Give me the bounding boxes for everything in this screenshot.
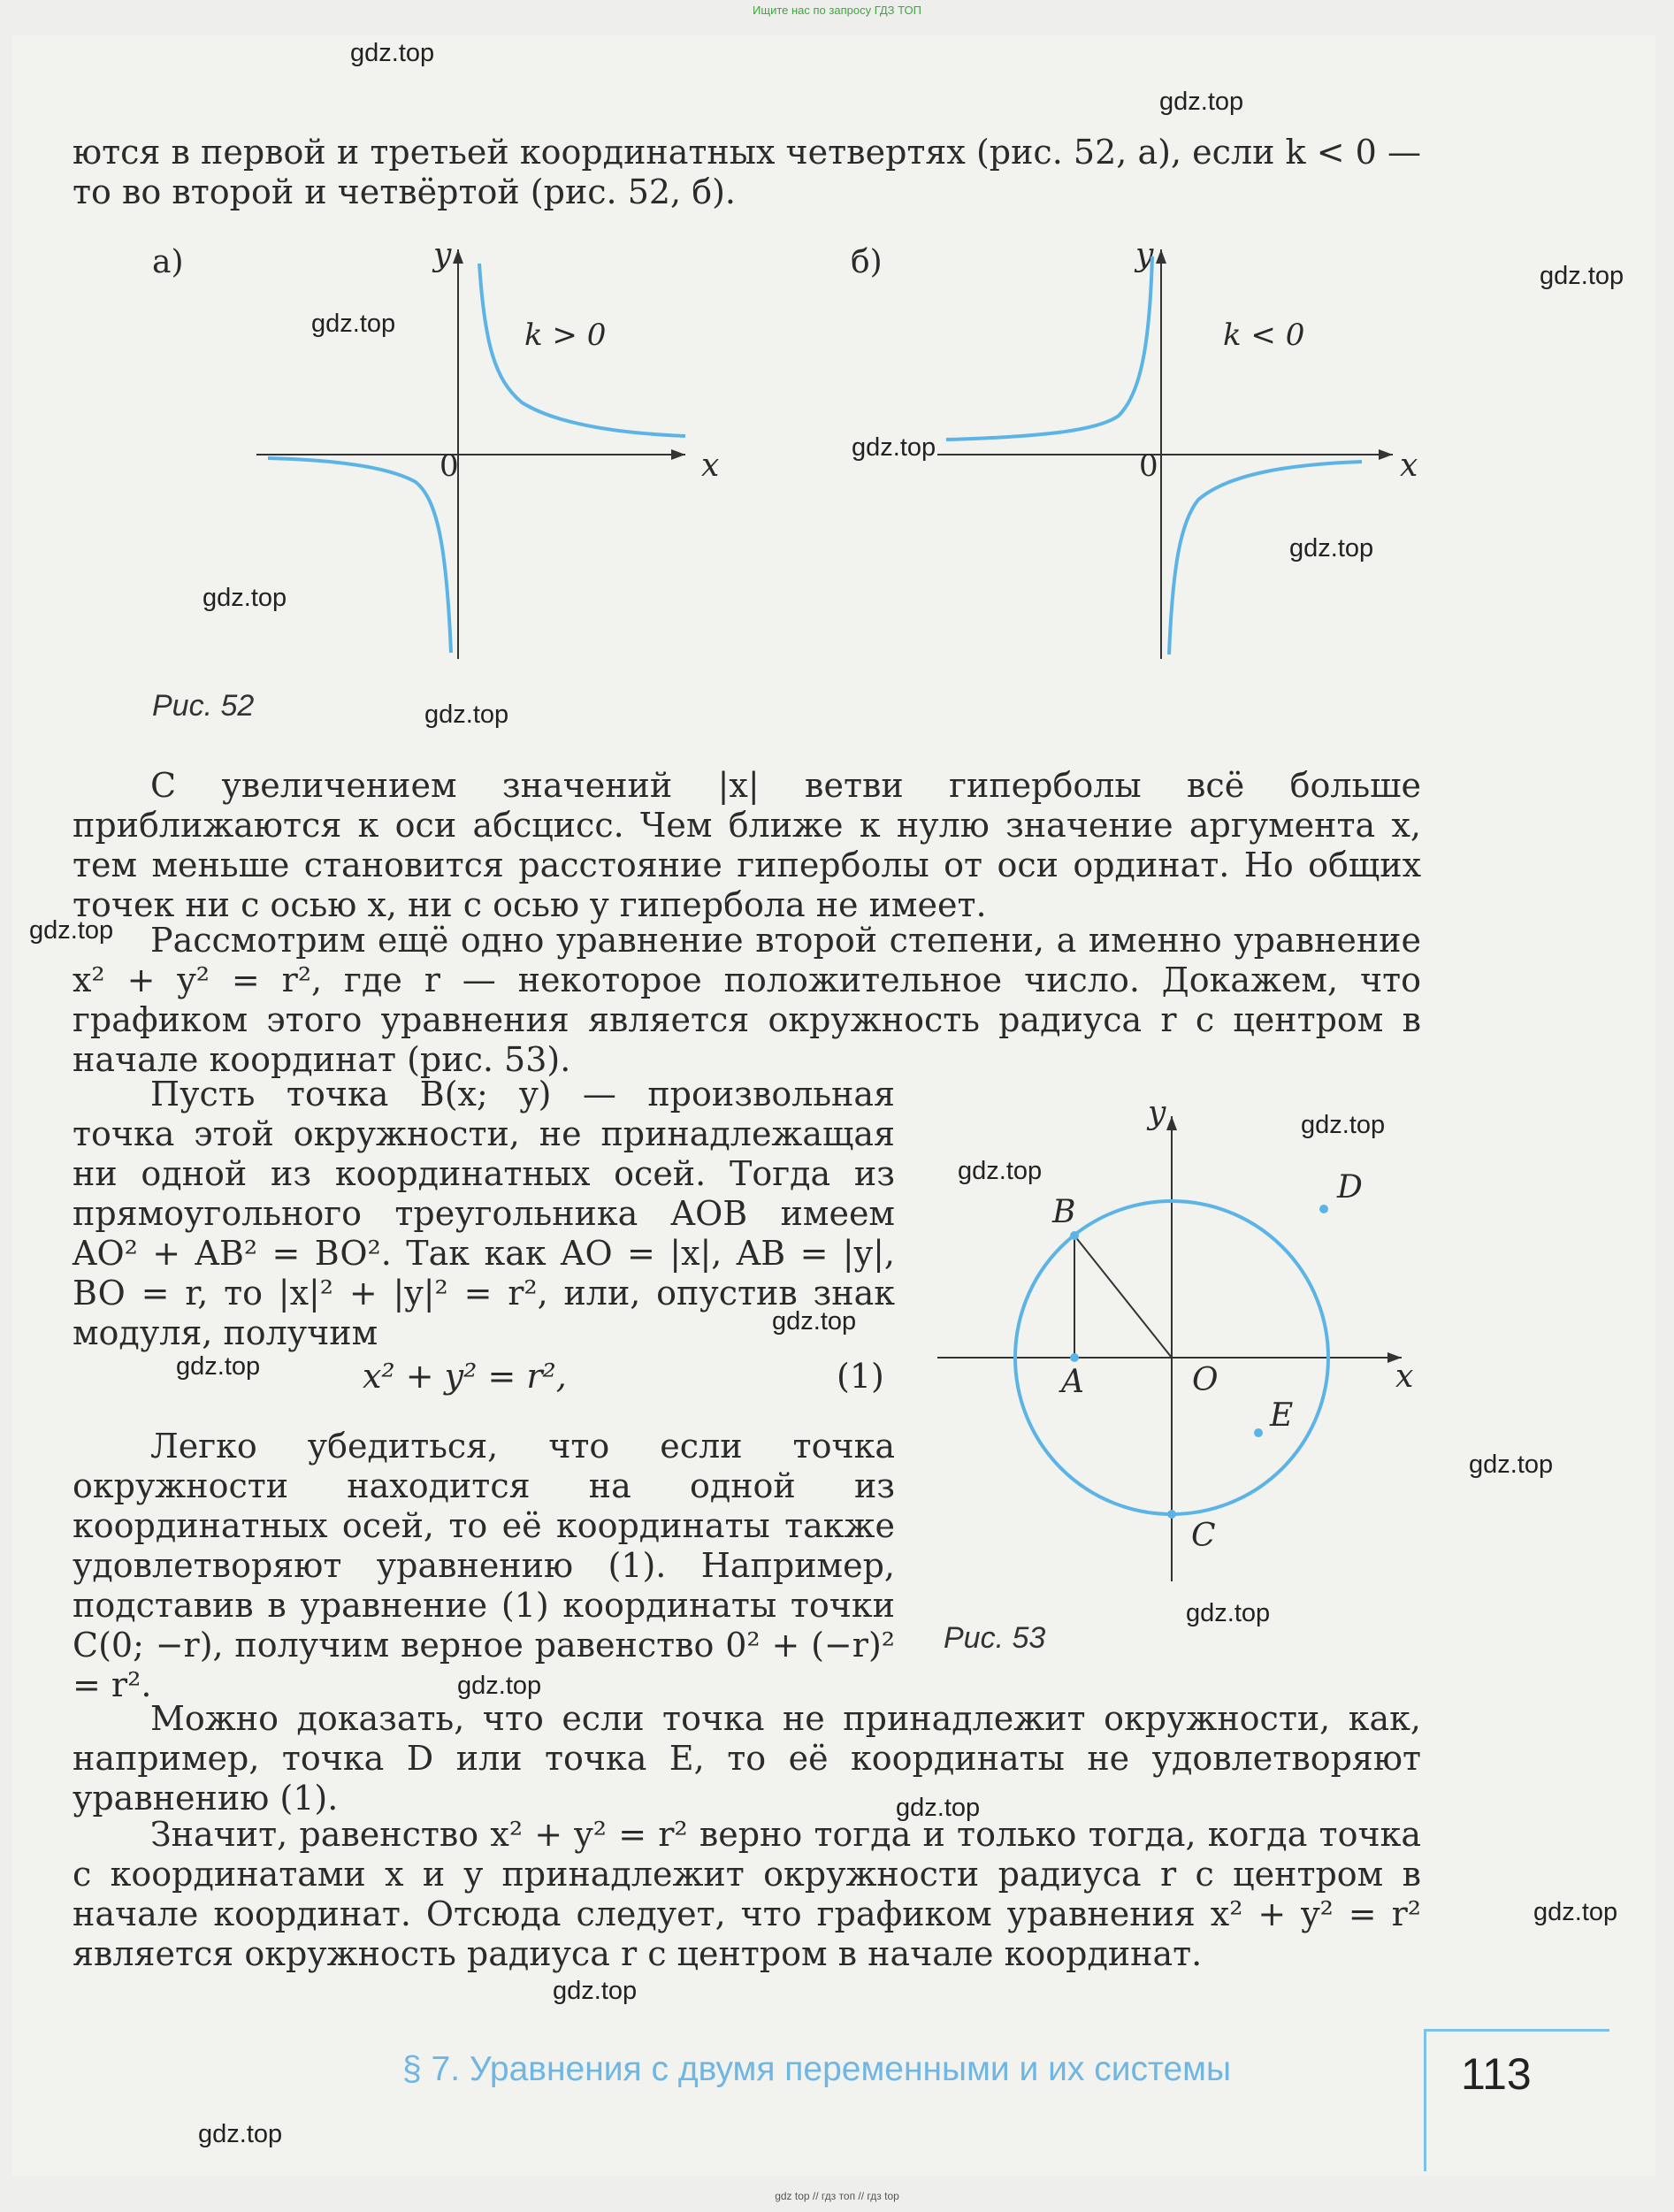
paragraph-7-text: Значит, равенство x² + y² = r² верно тогда и только тогда, когда точка с координатами x и y принадлежит окружности радиуса r с центром в начале координат. Отсюда следует, что графиком уравнения x² + y² = r² является окружность радиуса r с центром в начале координат. <box>73 1815 1421 1973</box>
fig53-x-label: x <box>1395 1359 1414 1395</box>
watermark: gdz.top <box>424 700 509 729</box>
paragraph-3-text: Рассмотрим ещё одно уравнение второй степени, а именно уравнение x² + y² = r², где r — некоторое положительное число. Докажем, что графиком этого уравнения является окружность радиуса r с центром в начале координат (рис. 53). <box>73 921 1421 1079</box>
watermark: gdz.top <box>896 1794 981 1822</box>
watermark: gdz.top <box>176 1352 261 1381</box>
watermark: gdz.top <box>958 1157 1043 1185</box>
paragraph-5-text: Легко убедиться, что если точка окружности находится на одной из координатных осей, то её координаты также удовлетворяют уравнению (1). Например, подставив в уравнение (1) координаты точки C(0; −r), получим верное равенство 0² + (−r)² = r². <box>73 1427 895 1704</box>
fig52-label-a: а) <box>152 244 184 280</box>
fig53-point-B <box>1070 1231 1079 1240</box>
fig52b-y-label: y <box>1135 237 1154 273</box>
fig52-caption: Рис. 52 <box>152 689 255 723</box>
fig53-point-A <box>1070 1353 1079 1362</box>
paragraph-2-text: С увеличением значений |x| ветви гиперболы всё больше приближаются к оси абсцисс. Чем ближе к нулю значение аргумента x, тем меньше становится расстояние гиперболы от оси ординат. Но общих точек ни с осью x, ни с осью y гипербола не имеет. <box>73 766 1421 924</box>
page-number: 113 <box>1461 2049 1532 2099</box>
equation-1: x² + y² = r², <box>363 1357 567 1396</box>
paragraph-4-text: Пусть точка B(x; y) — произвольная точка этой окружности, не принадлежащая ни одной из координатных осей. Тогда из прямоугольного треугольника AOB имеем AO² + AB² = BO². Так как AO = |x|, AB = |y|, BO = r, то |x|² + |y|² = r², или, опустив знак модуля, получим <box>73 1075 895 1352</box>
fig53-label-E: E <box>1270 1397 1294 1434</box>
fig53-point-C <box>1167 1510 1176 1519</box>
watermark: gdz.top <box>1301 1111 1386 1139</box>
fig53-point-D <box>1319 1205 1328 1213</box>
section-title: § 7. Уравнения с двумя переменными и их системы <box>402 2050 1232 2088</box>
fig53-y-label: y <box>1148 1095 1166 1131</box>
fig52a-k-label: k > 0 <box>524 318 607 353</box>
fig53-point-E <box>1254 1428 1263 1437</box>
watermark: gdz.top <box>1186 1599 1271 1627</box>
watermark: gdz.top <box>350 39 435 67</box>
watermark: gdz.top <box>198 2120 283 2148</box>
watermark: gdz.top <box>553 1977 638 2005</box>
fig52a-origin: 0 <box>440 448 459 484</box>
top-banner[interactable]: Ищите нас по запросу ГДЗ ТОП <box>753 4 921 17</box>
paragraph-6-text: Можно доказать, что если точка не принадлежит окружности, как, например, точка D или точка E, то её координаты не удовлетворяют уравнению (1). <box>73 1699 1421 1818</box>
watermark: gdz.top <box>1540 262 1624 290</box>
fig52a-x-label: x <box>701 448 720 484</box>
paragraph-6 <box>73 1699 1421 1818</box>
fig53-label-O: O <box>1192 1362 1219 1398</box>
fig53-caption: Рис. 53 <box>944 1621 1046 1655</box>
watermark: gdz.top <box>1159 88 1244 116</box>
watermark: gdz.top <box>1289 534 1374 563</box>
equation-number: (1) <box>837 1357 884 1396</box>
watermark: gdz.top <box>1469 1450 1554 1479</box>
fig53-label-A: A <box>1061 1364 1084 1400</box>
fig53-label-C: C <box>1191 1518 1216 1554</box>
watermark: gdz.top <box>772 1307 857 1336</box>
fig53-label-B: B <box>1052 1194 1076 1230</box>
bottom-banner[interactable]: gdz top // гдз топ // гдз top <box>775 2190 899 2202</box>
fig53-segment-BO <box>1074 1236 1172 1358</box>
footer-rule-horizontal <box>1424 2029 1609 2032</box>
fig52b-k-label: k < 0 <box>1223 318 1305 353</box>
watermark: gdz.top <box>852 433 936 462</box>
fig52b-x-label: x <box>1400 448 1418 484</box>
watermark: gdz.top <box>29 916 114 945</box>
watermark: gdz.top <box>1533 1898 1618 1926</box>
fig53-y-arrow <box>1166 1116 1177 1130</box>
paragraph-1: ются в первой и третьей координатных четвертях (рис. 52, а), если k < 0 — то во второй и четвёртой (рис. 52, б). <box>73 133 1421 211</box>
fig52b-origin: 0 <box>1139 448 1158 484</box>
fig52a-y-label: y <box>433 237 452 273</box>
watermark: gdz.top <box>457 1672 542 1700</box>
watermark: gdz.top <box>203 584 287 612</box>
footer-rule-vertical <box>1424 2030 1426 2171</box>
paragraph-7 <box>73 1815 1421 1974</box>
watermark: gdz.top <box>311 310 396 338</box>
fig53-label-D: D <box>1337 1169 1363 1206</box>
fig52-label-b: б) <box>851 244 883 280</box>
